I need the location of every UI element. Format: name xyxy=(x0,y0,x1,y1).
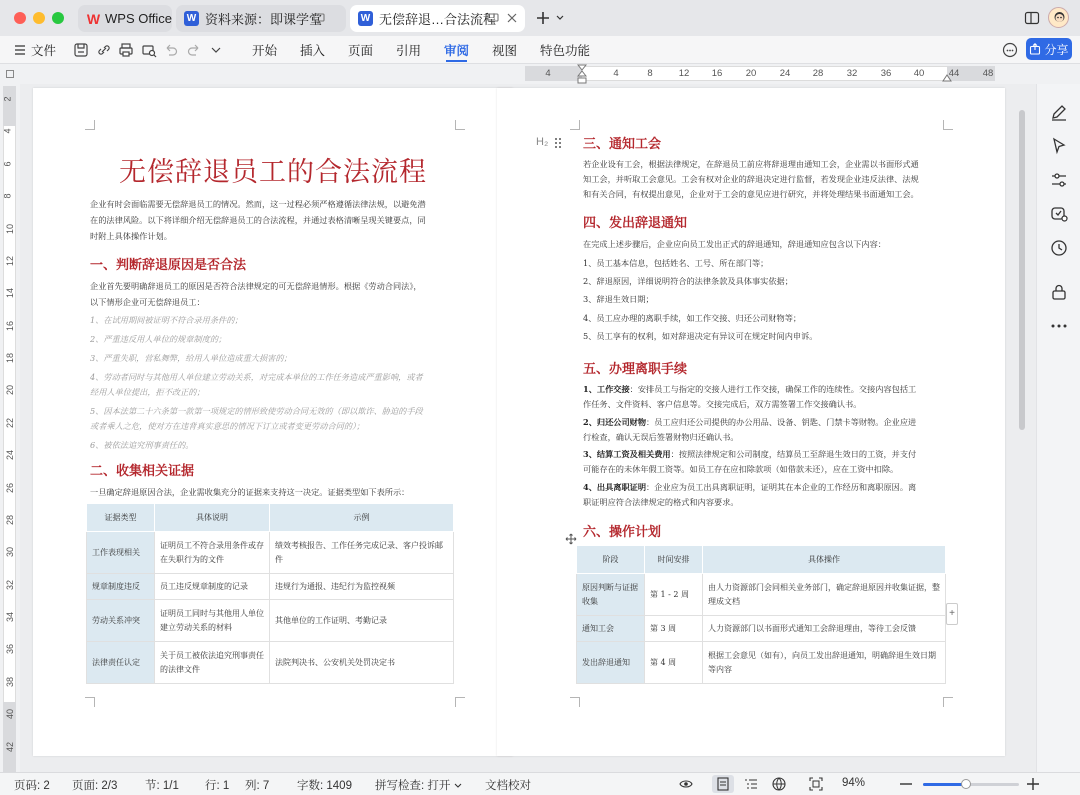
history-icon[interactable] xyxy=(1049,238,1069,258)
table-cell[interactable]: 绩效考核报告、工作任务完成记录、客户投诉邮件 xyxy=(270,532,454,574)
table-row[interactable] xyxy=(87,600,454,642)
ruler-label: 12 xyxy=(678,68,690,79)
table-row[interactable] xyxy=(87,574,454,600)
crop-mark xyxy=(943,120,953,130)
intro-line[interactable]: 时附上具体操作计划。 xyxy=(90,231,172,241)
avatar[interactable] xyxy=(1048,7,1069,28)
paragraph-line[interactable]: 一旦确定辞退原因合法，企业需收集充分的证据来支持这一决定。证据类型如下表所示： xyxy=(90,487,410,497)
list-item[interactable]: 4、员工应办理的离职手续，如工作交接、归还公司财物等； xyxy=(583,313,802,323)
share-icon xyxy=(1029,43,1041,55)
print-preview-icon[interactable] xyxy=(141,42,157,58)
web-view-icon[interactable] xyxy=(772,777,786,791)
zoom-window-button[interactable] xyxy=(52,12,64,24)
list-item[interactable]: 3、辞退生效日期； xyxy=(583,294,654,304)
ruler-label: 8 xyxy=(647,68,653,79)
crop-mark xyxy=(455,120,465,130)
tab-document-source[interactable] xyxy=(176,5,346,32)
tab-label: WPS Office xyxy=(105,11,172,26)
table-header-row xyxy=(87,504,454,532)
vruler-label: 18 xyxy=(5,353,16,364)
crop-mark xyxy=(570,120,580,130)
vruler-label: 4 xyxy=(2,128,13,134)
list-item-text: ：按照法律规定和公司制度，结算员工至辞退生效日的工资，并支付 xyxy=(670,449,917,459)
list-item-cont[interactable]: 职证明应符合法律规定的格式和内容要求。 xyxy=(583,497,739,507)
menu-view[interactable]: 视图 xyxy=(492,44,518,58)
document-page-1[interactable] xyxy=(33,88,513,756)
wps-logo-icon: W xyxy=(86,10,101,27)
cursor-select-icon[interactable] xyxy=(1049,136,1069,156)
horizontal-ruler[interactable] xyxy=(0,64,1080,84)
status-section[interactable]: 节: 1/1 xyxy=(145,780,179,792)
chevron-down-icon xyxy=(454,783,462,789)
list-item[interactable]: 6、被依法追究刑事责任的。 xyxy=(90,440,194,450)
ruler-label: 16 xyxy=(711,68,723,79)
redo-icon[interactable] xyxy=(186,42,202,58)
new-tab-icon[interactable] xyxy=(536,11,550,25)
vruler-label: 40 xyxy=(5,709,16,720)
section-heading-2[interactable]: 二、收集相关证据 xyxy=(90,464,195,479)
list-item[interactable] xyxy=(583,446,916,462)
ruler-label: 24 xyxy=(779,68,791,79)
table-cell[interactable]: 第 1 - 2 周 xyxy=(645,574,703,616)
table-cell[interactable]: 法律责任认定 xyxy=(87,642,155,684)
crop-mark xyxy=(85,120,95,130)
table-cell[interactable]: 发出辞退通知 xyxy=(577,642,645,684)
table-move-handle-icon[interactable] xyxy=(565,533,577,545)
table-cell[interactable]: 人力资源部门以书面形式通知工会辞退理由，等待工会反馈 xyxy=(703,616,946,642)
vruler-label: 34 xyxy=(5,612,16,623)
crop-mark xyxy=(943,697,953,707)
list-item-text: ：员工应归还公司提供的办公用品、设备、钥匙、门禁卡等财物。企业应进 xyxy=(646,417,917,427)
share-button[interactable] xyxy=(1026,38,1072,60)
menu-insert[interactable]: 插入 xyxy=(300,44,326,58)
table-cell[interactable]: 工作表现相关 xyxy=(87,532,155,574)
right-sidebar xyxy=(1036,84,1080,772)
ruler-label: 4 xyxy=(613,68,619,79)
intro-line[interactable]: 企业有时会面临需要无偿辞退员工的情况。然而，这一过程必须严格遵循法律法规，以避免潜 xyxy=(90,199,426,209)
list-item-text: ：安排员工与指定的交接人进行工作交接，确保工作的连续性。交接内容包括工 xyxy=(629,384,917,394)
paragraph-line[interactable]: 以下情形企业可无偿辞退员工： xyxy=(90,297,205,307)
list-item[interactable]: 或者乘人之危，使对方在违背真实意思的情况下订立或者变更劳动合同的）； xyxy=(90,421,365,431)
vruler-label: 38 xyxy=(5,676,16,687)
vruler-label: 36 xyxy=(5,644,16,655)
paragraph-line[interactable]: 企业首先要明确辞退员工的原因是否符合法律规定的可无偿辞退情形。根据《劳动合同法》， xyxy=(90,281,422,291)
more-options-icon[interactable] xyxy=(1049,316,1069,336)
ruler-label: 28 xyxy=(812,68,824,79)
spell-check-label: 拼写检查: 打开 xyxy=(375,780,451,792)
zoom-level[interactable]: 94% xyxy=(842,777,866,789)
list-item[interactable]: 经用人单位提出，拒不改正的； xyxy=(90,387,205,397)
list-item[interactable] xyxy=(583,381,916,397)
list-item-lead: 4、出具离职证明 xyxy=(583,482,647,492)
crop-mark xyxy=(455,697,465,707)
zoom-out-icon[interactable] xyxy=(900,783,912,785)
status-column[interactable]: 列: 7 xyxy=(245,780,270,792)
vruler-label: 22 xyxy=(5,417,16,428)
table-header-cell: 具体说明 xyxy=(155,504,270,532)
vruler-label: 26 xyxy=(5,482,16,493)
link-icon[interactable] xyxy=(96,42,112,58)
document-proofread-button[interactable]: 文档校对 xyxy=(485,780,531,792)
close-tab-icon[interactable] xyxy=(507,13,517,23)
list-item-lead: 3、结算工资及相关费用 xyxy=(583,449,671,459)
list-item-cont[interactable]: 可能存在的未休年假工资等。如员工存在应扣除款项（如借款未还），应在工资中扣除。 xyxy=(583,464,899,474)
vruler-label: 12 xyxy=(5,255,16,266)
vruler-label: 8 xyxy=(2,193,13,199)
outline-view-icon[interactable] xyxy=(744,778,758,790)
document-page-2[interactable] xyxy=(497,88,1005,756)
tab-label: 资料来源：即课学堂 xyxy=(205,12,323,27)
status-pages[interactable]: 页面: 2/3 xyxy=(72,780,118,792)
cloud-icon[interactable] xyxy=(1002,42,1018,58)
status-page-code[interactable]: 页码: 2 xyxy=(14,780,50,792)
vruler-label: 16 xyxy=(5,320,16,331)
section-heading-3[interactable]: 三、通知工会 xyxy=(583,137,662,152)
table-cell[interactable]: 原因判断与证据收集 xyxy=(577,574,645,616)
word-doc-icon: W xyxy=(358,11,373,26)
zoom-slider-handle[interactable] xyxy=(961,779,971,789)
eye-icon[interactable] xyxy=(679,778,693,790)
list-item[interactable] xyxy=(583,479,916,495)
table-row[interactable] xyxy=(577,642,946,684)
table-row[interactable] xyxy=(577,574,946,616)
more-chevron-icon[interactable] xyxy=(208,42,224,58)
monitor-icon xyxy=(487,13,499,24)
table-header-cell: 阶段 xyxy=(577,546,645,574)
drag-handle-icon[interactable] xyxy=(554,137,562,149)
document-title[interactable]: 无偿辞退员工的合法流程 xyxy=(119,157,427,188)
vruler-top-margin xyxy=(3,86,16,126)
zoom-slider-fill xyxy=(923,783,966,786)
adjust-sliders-icon[interactable] xyxy=(1049,170,1069,190)
menu-review[interactable]: 审阅 xyxy=(444,44,470,58)
table-row[interactable] xyxy=(87,642,454,684)
menu-page[interactable]: 页面 xyxy=(348,44,374,58)
list-item[interactable]: 3、严重失职，营私舞弊，给用人单位造成重大损害的； xyxy=(90,353,292,363)
fit-page-icon[interactable] xyxy=(809,777,823,791)
status-bar xyxy=(0,772,1080,795)
menu-bar xyxy=(0,36,1080,64)
ruler-label: 4 xyxy=(545,68,551,79)
vertical-scrollbar[interactable] xyxy=(1019,110,1025,430)
pen-icon[interactable] xyxy=(1049,102,1069,122)
vruler-label: 10 xyxy=(5,223,16,234)
list-item[interactable]: 2、严重违反用人单位的规章制度的； xyxy=(90,334,227,344)
zoom-in-icon[interactable] xyxy=(1027,778,1039,790)
status-word-count[interactable]: 字数: 1409 xyxy=(297,780,352,792)
vruler-label: 32 xyxy=(5,579,16,590)
page-view-icon xyxy=(712,775,734,793)
indent-marker-icon[interactable] xyxy=(577,64,587,88)
word-doc-icon: W xyxy=(184,11,199,26)
undo-icon[interactable] xyxy=(163,42,179,58)
chevron-down-icon[interactable] xyxy=(556,15,564,21)
ruler-label: 32 xyxy=(846,68,858,79)
tab-wps-office[interactable] xyxy=(78,5,172,32)
menu-start[interactable]: 开始 xyxy=(252,44,278,58)
page-view-button[interactable] xyxy=(712,775,734,793)
status-row[interactable]: 行: 1 xyxy=(205,780,230,792)
table-cell[interactable]: 证明员工不符合录用条件或存在失职行为的文件 xyxy=(155,532,270,574)
list-item-lead: 1、工作交接 xyxy=(583,384,630,394)
list-item[interactable]: 5、因本法第二十六条第一款第一项规定的情形致使劳动合同无效的（即以欺诈、胁迫的手段 xyxy=(90,406,423,416)
list-item[interactable]: 1、员工基本信息，包括姓名、工号、所在部门等； xyxy=(583,258,769,268)
vruler-label: 20 xyxy=(5,385,16,396)
title-bar xyxy=(0,0,1080,36)
table-cell[interactable]: 违规行为通报、违纪行为监控视频 xyxy=(270,574,454,600)
vruler-label: 2 xyxy=(2,96,13,102)
menu-reference[interactable]: 引用 xyxy=(396,44,422,58)
table-header-cell: 证据类型 xyxy=(87,504,155,532)
table-cell[interactable]: 关于员工被依法追究刑事责任的法律文件 xyxy=(155,642,270,684)
tab-active-document[interactable] xyxy=(350,5,525,32)
lock-icon[interactable] xyxy=(1049,282,1069,302)
table-cell[interactable]: 由人力资源部门会同相关业务部门，确定辞退原因并收集证据，整理成文档 xyxy=(703,574,946,616)
list-item[interactable]: 4、劳动者同时与其他用人单位建立劳动关系，对完成本单位的工作任务造成严重影响，或者 xyxy=(90,372,423,382)
table-row[interactable] xyxy=(87,532,454,574)
menu-special-features[interactable]: 特色功能 xyxy=(540,44,591,58)
zoom-slider[interactable] xyxy=(923,783,1019,786)
ai-assistant-icon[interactable] xyxy=(1049,204,1069,224)
monitor-icon xyxy=(313,13,325,24)
minimize-window-button[interactable] xyxy=(33,12,45,24)
crop-mark xyxy=(85,697,95,707)
vruler-label: 6 xyxy=(2,161,13,167)
ruler-label: 36 xyxy=(880,68,892,79)
vruler-label: 28 xyxy=(5,514,16,525)
list-item-cont[interactable]: 行检查，确认无误后签署财物归还确认书。 xyxy=(583,432,739,442)
list-item-cont[interactable]: 作任务、文件资料、客户信息等。交接完成后，双方需签署工作交接确认书。 xyxy=(583,399,862,409)
table-cell[interactable]: 通知工会 xyxy=(577,616,645,642)
list-item[interactable]: 5、员工享有的权利，如对辞退决定有异议可在规定时间内申诉。 xyxy=(583,331,818,341)
table-row[interactable] xyxy=(577,616,946,642)
table-cell[interactable]: 劳动关系冲突 xyxy=(87,600,155,642)
sidebar-toggle-icon[interactable] xyxy=(1024,10,1040,26)
list-item[interactable]: 2、辞退原因，详细说明符合的法律条款及具体事实依据； xyxy=(583,276,793,286)
paragraph-line[interactable]: 若企业设有工会，根据法律规定，在辞退员工前应将辞退理由通知工会，企业需以书面形式通 xyxy=(583,159,919,169)
table-header-row xyxy=(577,546,946,574)
print-icon[interactable] xyxy=(118,42,134,58)
paragraph-line[interactable]: 在完成上述步骤后，企业应向员工发出正式的辞退通知，辞退通知应包含以下内容： xyxy=(583,239,886,249)
section-heading-6[interactable]: 六、操作计划 xyxy=(583,525,662,540)
ruler-label: 20 xyxy=(745,68,757,79)
list-item-lead: 2、归还公司财物 xyxy=(583,417,647,427)
spell-check-toggle[interactable] xyxy=(375,777,462,793)
heading-level-marker[interactable]: H₂ xyxy=(536,136,549,148)
table-cell[interactable]: 规章制度违反 xyxy=(87,574,155,600)
tab-stop-selector[interactable] xyxy=(6,70,14,78)
list-item[interactable] xyxy=(583,414,916,430)
table-cell[interactable]: 第 3 周 xyxy=(645,616,703,642)
right-indent-marker-icon[interactable] xyxy=(942,74,952,82)
tab-label: 无偿辞退…合法流程 xyxy=(379,12,497,27)
ruler-label: 48 xyxy=(982,68,994,79)
table-cell[interactable]: 根据工会意见（如有），向员工发出辞退通知，明确辞退生效日期等内容 xyxy=(703,642,946,684)
table-cell[interactable]: 其他单位的工作证明、考勤记录 xyxy=(270,600,454,642)
ruler-label: 44 xyxy=(948,68,960,79)
paragraph-line[interactable]: 知工会，并听取工会意见。工会有权对企业的辞退决定进行监督，若发现企业违反法律、法规 xyxy=(583,174,919,184)
table-header-cell: 示例 xyxy=(270,504,454,532)
section-heading-1[interactable]: 一、判断辞退原因是否合法 xyxy=(90,258,247,273)
evidence-table[interactable] xyxy=(86,503,454,684)
vruler-label: 24 xyxy=(5,450,16,461)
crop-mark xyxy=(570,697,580,707)
intro-line[interactable]: 在的法律风险。以下将详细介绍无偿辞退员工的合法流程，并通过表格清晰呈现关键要点，同 xyxy=(90,215,426,225)
vruler-label: 30 xyxy=(5,547,16,558)
list-item-text: ：企业应为员工出具离职证明，证明其在本企业的工作经历和离职原因。离 xyxy=(646,482,917,492)
vertical-ruler[interactable] xyxy=(0,84,20,772)
table-cell[interactable]: 员工违反规章制度的记录 xyxy=(155,574,270,600)
vruler-track xyxy=(3,86,16,772)
close-window-button[interactable] xyxy=(14,12,26,24)
list-item[interactable]: 1、在试用期间被证明不符合录用条件的； xyxy=(90,315,243,325)
add-column-button[interactable]: + xyxy=(946,603,958,625)
vruler-label: 42 xyxy=(5,741,16,752)
section-heading-5[interactable]: 五、办理离职手续 xyxy=(583,362,688,377)
menu-file[interactable]: 文件 xyxy=(31,44,57,58)
active-tab-underline xyxy=(446,60,467,62)
table-header-cell: 具体操作 xyxy=(703,546,946,574)
operation-plan-table[interactable] xyxy=(576,545,946,684)
share-label: 分享 xyxy=(1044,42,1069,57)
table-cell[interactable]: 法院判决书、公安机关处罚决定书 xyxy=(270,642,454,684)
table-cell[interactable]: 证明员工同时与其他用人单位建立劳动关系的材料 xyxy=(155,600,270,642)
table-cell[interactable]: 第 4 周 xyxy=(645,642,703,684)
paragraph-line[interactable]: 和有关合同，有权提出意见，企业对于工会的意见应进行研究，并将处理结果书面通知工会。 xyxy=(583,189,919,199)
section-heading-4[interactable]: 四、发出辞退通知 xyxy=(583,216,688,231)
hamburger-menu-icon[interactable] xyxy=(14,44,30,60)
ruler-label: 40 xyxy=(913,68,925,79)
vruler-label: 14 xyxy=(5,288,16,299)
save-icon[interactable] xyxy=(73,42,89,58)
table-header-cell: 时间安排 xyxy=(645,546,703,574)
